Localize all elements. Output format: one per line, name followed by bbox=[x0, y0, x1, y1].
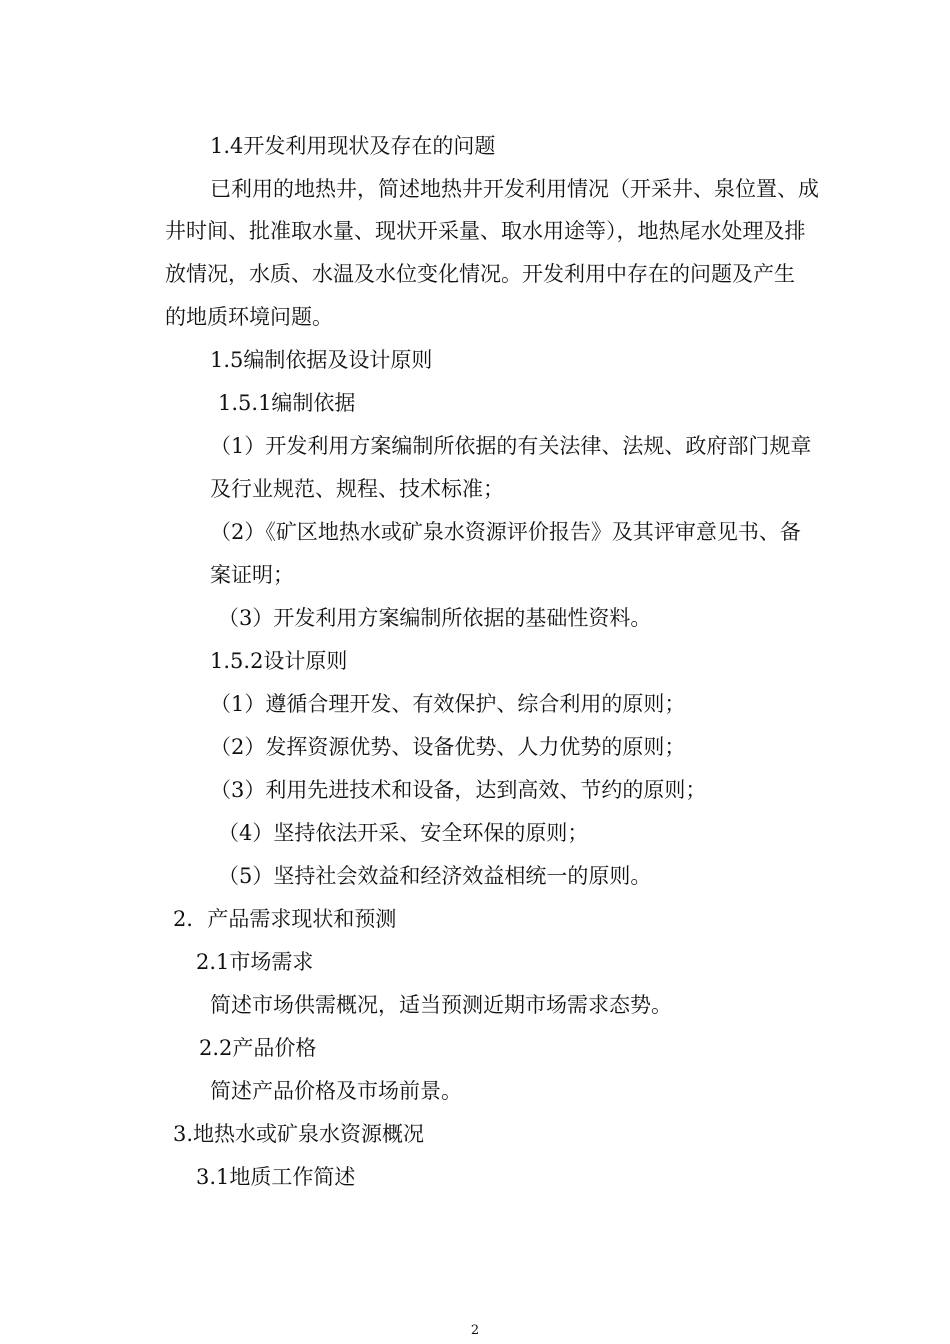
list-item-line: （3）开发利用方案编制所依据的基础性资料。 bbox=[218, 606, 652, 630]
paragraph-line: 简述产品价格及市场前景。 bbox=[210, 1079, 462, 1103]
subsection-heading-1-5-2: 1.5.2设计原则 bbox=[210, 649, 348, 673]
subsection-heading-1-5-1: 1.5.1编制依据 bbox=[218, 391, 356, 415]
list-item-line: （5）坚持社会效益和经济效益相统一的原则。 bbox=[218, 864, 652, 888]
section-heading-2-2: 2.2产品价格 bbox=[199, 1036, 317, 1060]
list-item-line: （4）坚持依法开采、安全环保的原则； bbox=[218, 821, 589, 845]
list-item-line: （1）遵循合理开发、有效保护、综合利用的原则； bbox=[210, 692, 686, 716]
paragraph-line: 井时间、批准取水量、现状开采量、取水用途等），地热尾水处理及排 bbox=[165, 219, 806, 243]
paragraph-line: 的地质环境问题。 bbox=[165, 305, 333, 329]
list-item-line: （2）《矿区地热水或矿泉水资源评价报告》及其评审意见书、备 bbox=[210, 520, 801, 544]
paragraph-line: 已利用的地热井，简述地热井开发利用情况（开采井、泉位置、成 bbox=[210, 177, 819, 201]
section-heading-1-5: 1.5编制依据及设计原则 bbox=[210, 348, 433, 372]
section-heading-3-1: 3.1地质工作简述 bbox=[196, 1165, 356, 1189]
list-item-line: （2）发挥资源优势、设备优势、人力优势的原则； bbox=[210, 735, 686, 759]
section-heading-3: 3.地热水或矿泉水资源概况 bbox=[173, 1122, 425, 1146]
paragraph-line: 放情况，水质、水温及水位变化情况。开发利用中存在的问题及产生 bbox=[165, 262, 795, 286]
section-heading-1-4: 1.4开发利用现状及存在的问题 bbox=[210, 134, 496, 158]
list-item-line: （1）开发利用方案编制所依据的有关法律、法规、政府部门规章 bbox=[210, 434, 812, 458]
list-item-line: 案证明； bbox=[210, 563, 294, 587]
paragraph-line: 简述市场供需概况，适当预测近期市场需求态势。 bbox=[210, 993, 672, 1017]
list-item-line: 及行业规范、规程、技术标准； bbox=[210, 477, 504, 501]
page-number: 2 bbox=[470, 1323, 480, 1338]
section-heading-2-1: 2.1市场需求 bbox=[196, 950, 314, 974]
section-heading-2: 2．产品需求现状和预测 bbox=[173, 907, 397, 931]
list-item-line: （3）利用先进技术和设备，达到高效、节约的原则； bbox=[210, 778, 707, 802]
